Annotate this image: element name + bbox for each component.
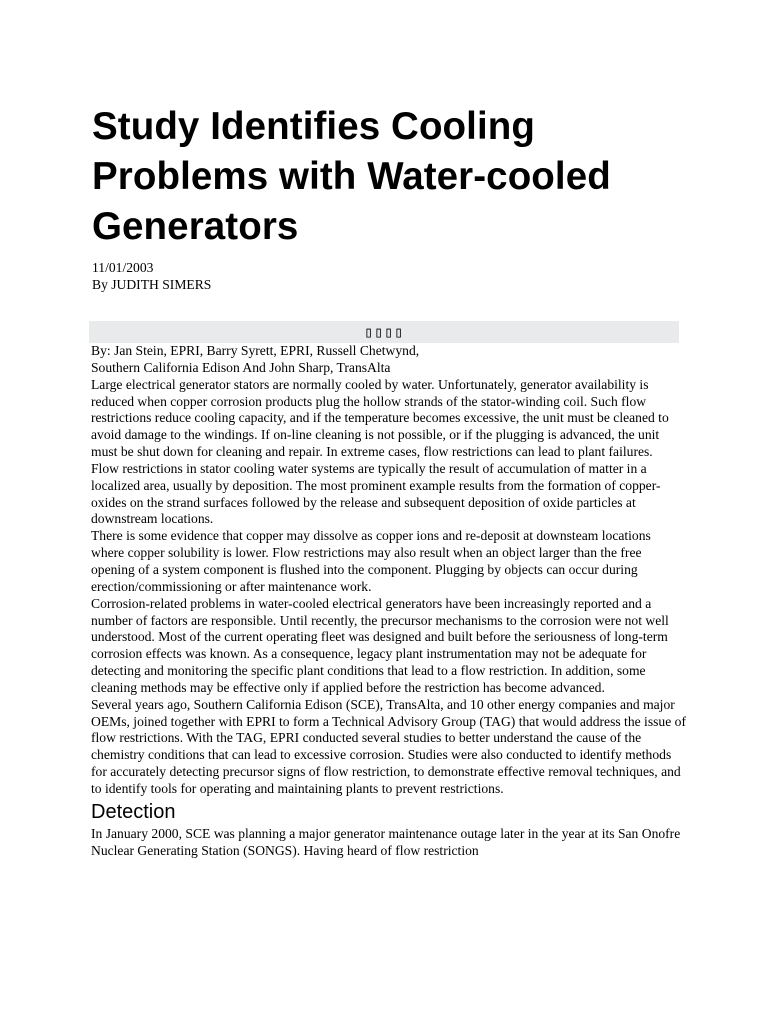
section-heading-detection: Detection [91, 800, 176, 823]
authors-line-1: By: Jan Stein, EPRI, Barry Syrett, EPRI, Russell Chetwynd, [91, 343, 420, 358]
article-byline: By JUDITH SIMERS [92, 277, 212, 292]
body-paragraph: There is some evidence that copper may dissolve as copper ions and re-deposit at downsteam locations where copper solubility is lower. Flow restrictions may also result when an object larger than the free opening of a system component is flushed into the component. Plugging by objects can occur during erection/commissioning or after maintenance work. [91, 528, 651, 594]
article-title: Study Identifies Cooling Problems with Water-cooled Generators [92, 105, 611, 248]
missing-glyph-bar: ▯▯▯▯ [89, 321, 679, 343]
article-meta [92, 259, 211, 293]
body-paragraph: Flow restrictions in stator cooling water systems are typically the result of accumulation of matter in a localized area, usually by deposition. The most prominent example results from the formation of copper-oxides on the strand surfaces followed by the release and subsequent deposition of oxide particles at downstream locations. [91, 460, 661, 527]
authors-line-2: Southern California Edison And John Sharp, TransAlta [91, 359, 391, 375]
body-paragraph: Corrosion-related problems in water-cooled electrical generators have been increasingly reported and a number of factors are responsible. Until recently, the precursor mechanisms to the corrosion were not well understood. Most of the current operating fleet was designed and built before the seriousness of long-term corrosion effects was known. As a consequence, legacy plant instrumentation may not be adequate for detecting and monitoring the specific plant conditions that lead to a flow restriction. In addition, some cleaning methods may be effective only if applied before the restriction has become advanced. [91, 595, 669, 695]
article-date: 11/01/2003 [92, 260, 154, 275]
authors-line [91, 343, 686, 377]
body-paragraph: Several years ago, Southern California Edison (SCE), TransAlta, and 10 other energy companies and major OEMs, joined together with EPRI to form a Technical Advisory Group (TAG) that would address the issue of flow restrictions. With the TAG, EPRI conducted several studies to better understand the cause of the chemistry conditions that can lead to excessive corrosion. Studies were also conducted to identify methods for accurately detecting precursor signs of flow restriction, to demonstrate effective removal techniques, and to identify tools for operating and maintaining plants to prevent restrictions. [91, 696, 686, 796]
body-paragraph: Large electrical generator stators are normally cooled by water. Unfortunately, generator availability is reduced when copper corrosion products plug the hollow strands of the stator-winding coil. Such flow restrictions reduce cooling capacity, and if the temperature becomes excessive, the unit must be cleaned to avoid damage to the windings. If on-line cleaning is not possible, or if the plugging is advanced, the unit must be shut down for cleaning and repair. In extreme cases, flow restrictions can lead to plant failures. [91, 376, 669, 460]
article-body [91, 343, 686, 859]
body-paragraph: In January 2000, SCE was planning a major generator maintenance outage later in the year at its San Onofre Nuclear Generating Station (SONGS). Having heard of flow restriction [91, 825, 681, 858]
